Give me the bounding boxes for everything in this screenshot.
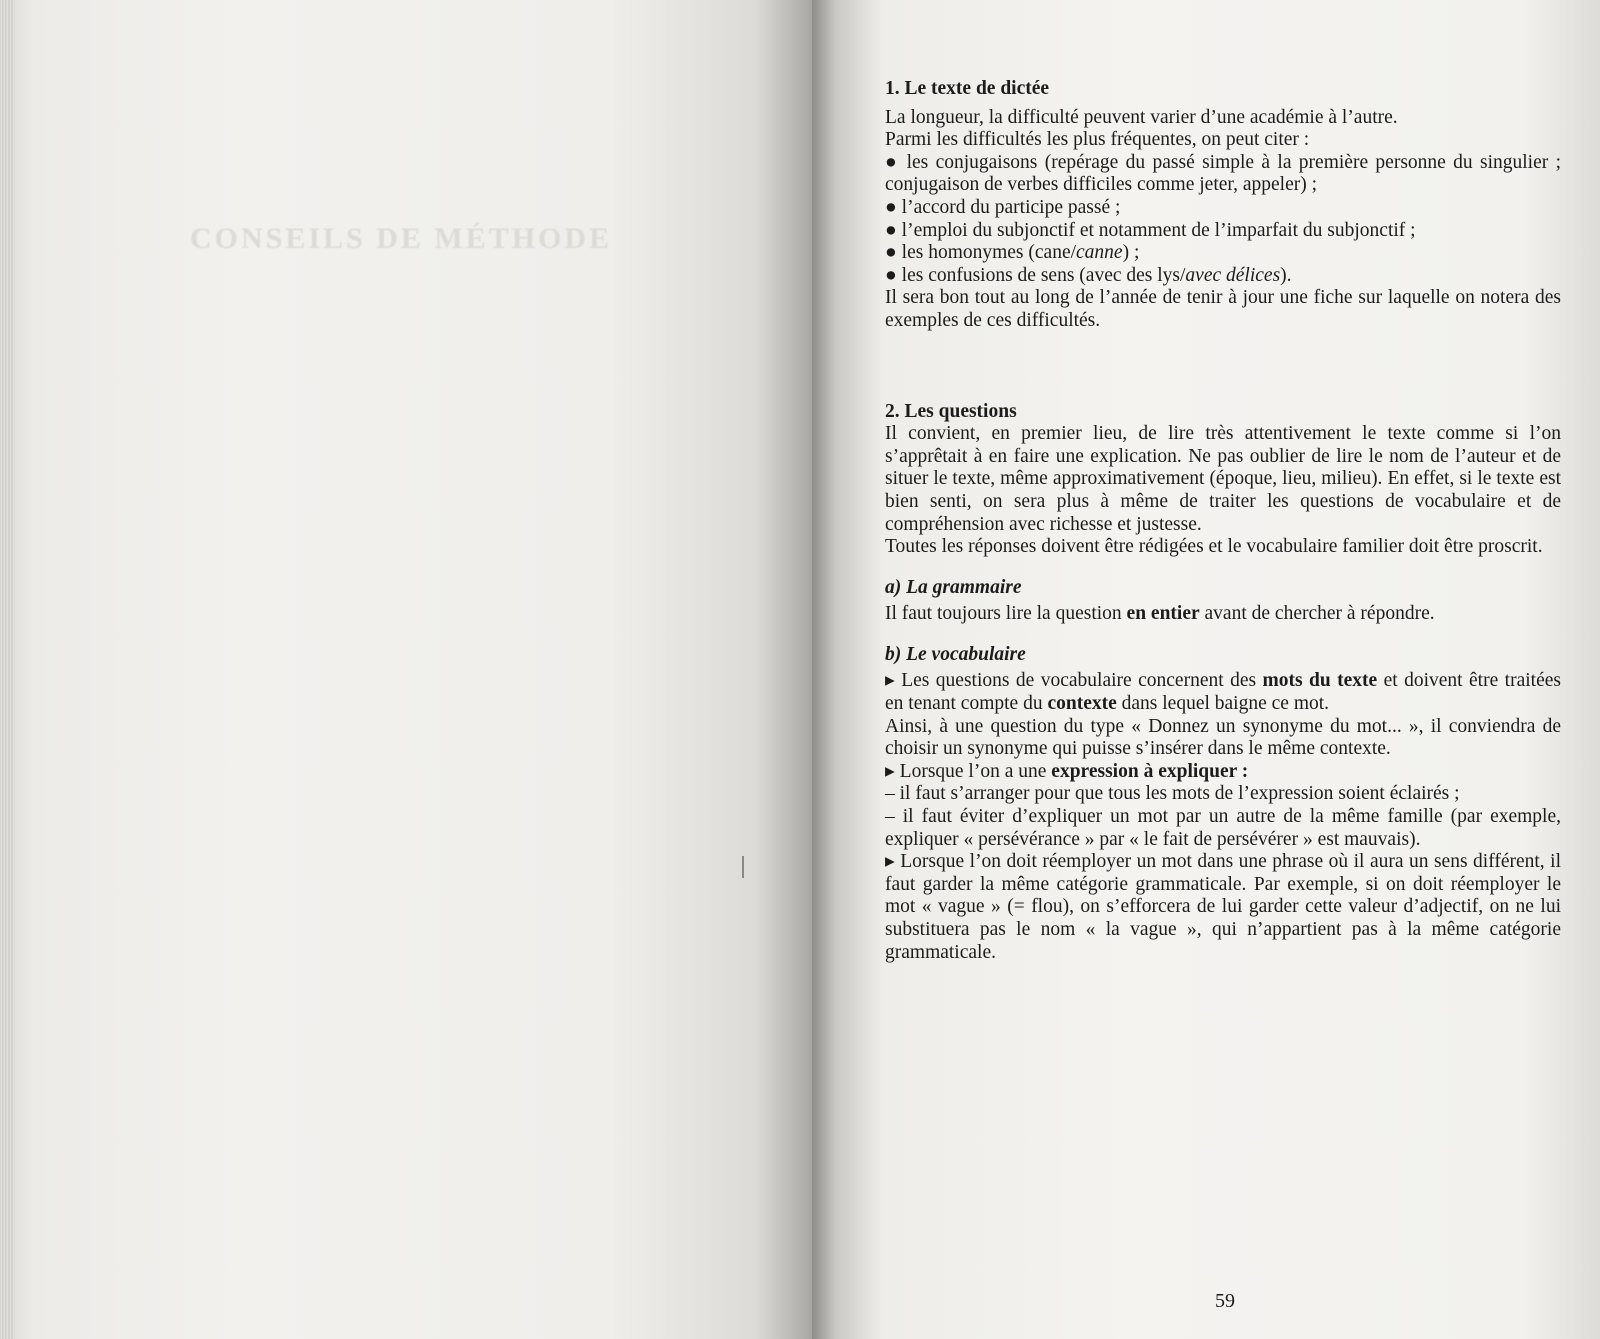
subsection-a-text [885,603,1561,626]
vocab-point-3-prefix: ▸ Lorsque l’on a une [885,760,1052,782]
bullet-accord: ● l’accord du participe passé ; [885,196,1121,218]
bullet-confusions-italic: avec délices [1185,264,1281,286]
vocab-point-6: ▸ Lorsque l’on doit réemployer un mot dans une phrase où il aura un sens différent, il faut garder la même catégorie grammaticale. Par exemple, si on doit réemployer le mot « vague » (= flou), on s’efforcera de lui garder cette valeur d’adjectif, on ne lui substituera pas le nom « la vague », qui n’appartient pas à la même catégorie grammaticale. [885,851,1561,963]
vocab-point-2: Ainsi, à une question du type « Donnez un synonyme du mot... », il conviendra de choisir un synonyme qui puisse s’insérer dans le même contexte. [885,715,1561,760]
section-1-title: 1. Le texte de dictée [885,78,1050,99]
section-2-para-1: Il convient, en premier lieu, de lire très attentivement le texte comme si l’on s’apprêtait à en faire une explication. Ne pas oublier de lire le nom de l’auteur et de situer le texte, même approximativement (époque, lieu, milieu). En effet, si le texte est bien senti, on sera plus à même de traiter les questions de vocabulaire et de compréhension avec richesse et justesse. [885,423,1561,535]
page-edges [0,0,14,1339]
page-mark [742,856,744,878]
section-2-para-2: Toutes les réponses doivent être rédigées et le vocabulaire familier doit être proscrit. [885,536,1543,558]
subsection-a-title: a) La grammaire [885,576,1022,598]
bullet-confusions-end: ). [1280,264,1292,286]
page-number: 59 [1215,1290,1235,1312]
bullet-homonymes-text: ● les homonymes (cane/ [885,242,1077,264]
vocab-point-1-prefix: ▸ Les questions de vocabulaire concernent des [885,670,1263,692]
subsection-b-title: b) Le vocabulaire [885,643,1026,665]
vocab-point-1-mid: et doivent être traitées en tenant compte du [885,670,1561,715]
vocab-point-3 [885,761,1561,784]
vocab-point-1-bold-1: mots du texte [1262,670,1378,692]
vocab-point-1-bold-2: contexte [1047,693,1117,715]
bullet-homonymes [885,242,1561,265]
vocab-point-3-bold: expression à expliquer : [1051,760,1249,782]
vocab-point-4: – il faut s’arranger pour que tous les mots de l’expression soient éclairés ; [885,783,1460,805]
subsection-a-bold: en entier [1126,603,1200,625]
section-1-intro-1: La longueur, la difficulté peuvent varier d’une académie à l’autre. [885,106,1398,128]
section-1-intro-2: Parmi les difficultés les plus fréquentes, on peut citer : [885,129,1310,151]
vocab-point-1-suffix: dans lequel baigne ce mot. [1116,693,1330,715]
vocab-point-1 [885,670,1561,715]
subsection-a-suffix: avant de chercher à répondre. [1199,603,1435,625]
section-2-title: 2. Les questions [885,400,1017,422]
bullet-homonymes-italic: canne [1076,242,1123,264]
page-content [885,78,1561,964]
bullet-conjugaisons: ● les conjugaisons (repérage du passé simple à la première personne du singulier ; conjugaison de verbes difficiles comme jeter, appeler) ; [885,151,1561,196]
vocab-point-5: – il faut éviter d’expliquer un mot par un autre de la même famille (par exemple, expliquer « persévérance » par « le fait de persévérer » est mauvais). [885,806,1561,850]
section-1-conclusion: Il sera bon tout au long de l’année de tenir à jour une fiche sur laquelle on notera des exemples de ces difficultés. [885,287,1561,331]
bullet-confusions-text: ● les confusions de sens (avec des lys/ [885,264,1186,286]
bullet-homonymes-end: ) ; [1122,242,1140,264]
bleed-through-title: CONSEILS DE MÉTHODE [190,222,613,255]
bullet-confusions [885,265,1561,288]
bullet-subjonctif: ● l’emploi du subjonctif et notamment de l’imparfait du subjonctif ; [885,219,1416,241]
subsection-a-prefix: Il faut toujours lire la question [885,603,1127,625]
